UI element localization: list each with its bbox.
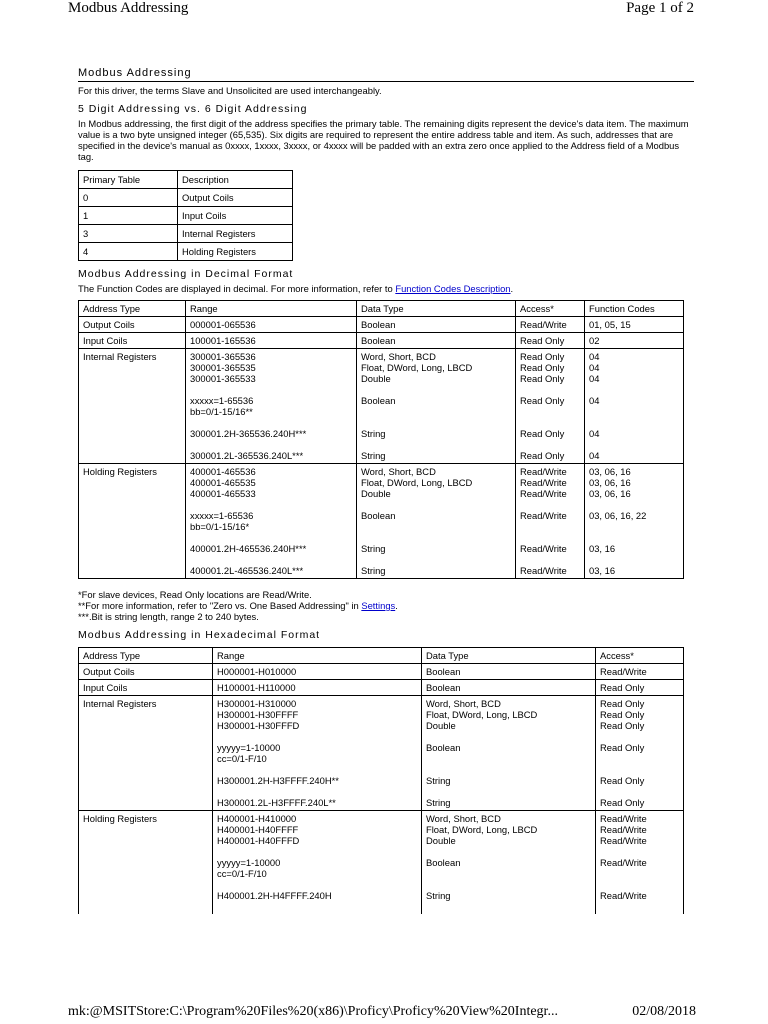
table-cell — [213, 696, 422, 811]
table-cell — [422, 811, 596, 915]
table-row — [79, 696, 684, 811]
table-cell: Holding Registers — [178, 243, 293, 261]
cell-line: Read Only — [520, 450, 565, 461]
cell-line: bb=0/1-15/16* — [190, 521, 250, 532]
table-cell: Holding Registers — [79, 464, 186, 579]
table-row — [79, 680, 684, 696]
cell-line: 400001-465536 — [190, 466, 256, 477]
table-cell: Read Only — [516, 333, 585, 349]
footnote-2 — [78, 600, 694, 611]
table-cell: 100001-165536 — [186, 333, 357, 349]
cell-line: String — [361, 565, 386, 576]
cell-line: String — [426, 775, 451, 786]
table-cell — [186, 349, 357, 464]
cell-line: Read/Write — [520, 510, 567, 521]
table-row — [79, 207, 293, 225]
cell-line: Read Only — [600, 797, 645, 808]
table-cell: H000001-H010000 — [213, 664, 422, 680]
cell-line: Read/Write — [600, 835, 647, 846]
table-header: Access* — [516, 301, 585, 317]
cell-line: Read Only — [520, 428, 565, 439]
print-header-page: Page 1 of 2 — [626, 0, 694, 16]
cell-line: H300001-H30FFFD — [217, 720, 300, 731]
print-footer-path: mk:@MSITStore:C:\Program%20Files%20(x86)\Proficy\Proficy%20View%20Integr... — [68, 1004, 558, 1019]
cell-line: H400001-H410000 — [217, 813, 297, 824]
table-cell — [516, 349, 585, 464]
cell-line: Float, DWord, Long, LBCD — [426, 709, 538, 720]
section-text-decimal-post: . — [510, 283, 514, 294]
cell-line: 03, 06, 16 — [589, 477, 631, 488]
table-header: Range — [213, 648, 422, 664]
table-cell: 000001-065536 — [186, 317, 357, 333]
table-cell — [213, 811, 422, 915]
cell-line: H300001.2L-H3FFFF.240L** — [217, 797, 336, 808]
cell-line: Read Only — [520, 373, 565, 384]
cell-line: cc=0/1-F/10 — [217, 753, 267, 764]
cell-line: 400001-465535 — [190, 477, 256, 488]
footnote-1: *For slave devices, Read Only locations are Read/Write. — [78, 589, 312, 600]
cell-line: Double — [361, 373, 391, 384]
table-row — [79, 243, 293, 261]
cell-line: Word, Short, BCD — [426, 813, 501, 824]
table-cell: Boolean — [357, 317, 516, 333]
cell-line: String — [426, 890, 451, 901]
cell-line: H400001-H40FFFD — [217, 835, 300, 846]
cell-line: 04 — [589, 373, 600, 384]
cell-line: xxxxx=1-65536 — [190, 510, 254, 521]
cell-line: H300001.2H-H3FFFF.240H** — [217, 775, 339, 786]
table-row — [79, 333, 684, 349]
print-header-title: Modbus Addressing — [68, 0, 189, 16]
cell-line: Read/Write — [520, 543, 567, 554]
cell-line: Read Only — [600, 709, 645, 720]
cell-line: 300001.2L-365536.240L*** — [190, 450, 304, 461]
table-cell: Internal Registers — [79, 696, 213, 811]
table-cell: Internal Registers — [79, 349, 186, 464]
hex-table — [78, 647, 684, 914]
cell-line: Boolean — [361, 395, 396, 406]
cell-line: H400001-H40FFFF — [217, 824, 299, 835]
cell-line: Float, DWord, Long, LBCD — [361, 477, 473, 488]
cell-line: Read Only — [520, 395, 565, 406]
table-header: Access* — [596, 648, 684, 664]
print-header — [68, 0, 694, 22]
cell-line: Boolean — [426, 742, 461, 753]
cell-line: 04 — [589, 351, 600, 362]
footnote-2-post: . — [395, 600, 398, 611]
table-cell: Boolean — [422, 664, 596, 680]
section-title-digits: 5 Digit Addressing vs. 6 Digit Addressing — [78, 103, 308, 115]
cell-line: Read/Write — [600, 890, 647, 901]
cell-line: Read Only — [600, 742, 645, 753]
cell-line: Word, Short, BCD — [361, 466, 436, 477]
cell-line: H300001-H310000 — [217, 698, 297, 709]
table-header-row — [79, 171, 293, 189]
cell-line: Read Only — [520, 351, 565, 362]
section-text-decimal — [78, 283, 694, 294]
table-cell: 4 — [79, 243, 178, 261]
cell-line: 03, 06, 16 — [589, 488, 631, 499]
table-row — [79, 349, 684, 464]
intro-text: For this driver, the terms Slave and Unsolicited are used interchangeably. — [78, 85, 382, 96]
table-header-row — [79, 648, 684, 664]
table-cell: Output Coils — [79, 664, 213, 680]
cell-line: 04 — [589, 395, 600, 406]
settings-link[interactable]: Settings — [361, 600, 396, 611]
cell-line: 400001.2H-465536.240H*** — [190, 543, 307, 554]
table-row — [79, 317, 684, 333]
table-cell — [516, 464, 585, 579]
cell-line: 300001-365535 — [190, 362, 256, 373]
table-cell — [357, 464, 516, 579]
cell-line: Read Only — [600, 698, 645, 709]
cell-line: 04 — [589, 428, 600, 439]
table-cell: 3 — [79, 225, 178, 243]
cell-line: 04 — [589, 362, 600, 373]
cell-line: Read/Write — [520, 488, 567, 499]
table-row — [79, 189, 293, 207]
table-header: Range — [186, 301, 357, 317]
table-header: Function Codes — [585, 301, 684, 317]
cell-line: Float, DWord, Long, LBCD — [426, 824, 538, 835]
section-text-decimal-pre: The Function Codes are displayed in decimal. For more information, refer to — [78, 283, 396, 294]
footnote-2-pre: **For more information, refer to "Zero vs. One Based Addressing" in — [78, 600, 362, 611]
table-cell: Input Coils — [178, 207, 293, 225]
table-cell: Input Coils — [79, 680, 213, 696]
cell-line: String — [426, 797, 451, 808]
footnote-3: ***.Bit is string length, range 2 to 240 bytes. — [78, 611, 259, 622]
table-cell — [596, 696, 684, 811]
cell-line: Read Only — [600, 720, 645, 731]
cell-line: String — [361, 543, 386, 554]
page-title: Modbus Addressing — [78, 68, 694, 82]
table-header: Address Type — [79, 648, 213, 664]
table-cell: 1 — [79, 207, 178, 225]
cell-line: yyyyy=1-10000 — [217, 742, 281, 753]
cell-line: 300001.2H-365536.240H*** — [190, 428, 307, 439]
cell-line: Double — [361, 488, 391, 499]
table-header: Data Type — [357, 301, 516, 317]
table-cell — [186, 464, 357, 579]
cell-line: Word, Short, BCD — [426, 698, 501, 709]
table-row — [79, 664, 684, 680]
table-header-row — [79, 301, 684, 317]
table-header: Primary Table — [79, 171, 178, 189]
cell-line: 300001-365536 — [190, 351, 256, 362]
cell-line: cc=0/1-F/10 — [217, 868, 267, 879]
table-row — [79, 811, 684, 915]
cell-line: yyyyy=1-10000 — [217, 857, 281, 868]
cell-line: 400001.2L-465536.240L*** — [190, 565, 304, 576]
table-cell: Read/Write — [596, 664, 684, 680]
cell-line: Read/Write — [520, 565, 567, 576]
table-cell: Read Only — [596, 680, 684, 696]
table-cell: H100001-H110000 — [213, 680, 422, 696]
cell-line: 03, 16 — [589, 565, 616, 576]
cell-line: Boolean — [426, 857, 461, 868]
cell-line: String — [361, 450, 386, 461]
cell-line: Read Only — [600, 775, 645, 786]
table-header: Address Type — [79, 301, 186, 317]
table-header: Data Type — [422, 648, 596, 664]
print-footer-date: 02/08/2018 — [632, 1004, 696, 1019]
table-row — [79, 225, 293, 243]
cell-line: Read/Write — [520, 477, 567, 488]
table-cell — [596, 811, 684, 915]
table-cell: 02 — [585, 333, 684, 349]
cell-line: 03, 16 — [589, 543, 616, 554]
cell-line: Read/Write — [520, 466, 567, 477]
decimal-table — [78, 300, 684, 579]
cell-line: bb=0/1-15/16** — [190, 406, 253, 417]
section-text-digits: In Modbus addressing, the first digit of the address specifies the primary table. The remaining digits represent the device's data item. The maximum value is a two byte unsigned integer (65,535). Six digits are required to represent the entire address table and item. As such, addresses that are specified in the device's manual as 0xxxx, 1xxxx, 3xxxx, or 4xxxx will be padded with an extra zero once applied to the Address field of a Modbus tag. — [78, 118, 689, 162]
section-title-decimal: Modbus Addressing in Decimal Format — [78, 268, 294, 280]
cell-line: xxxxx=1-65536 — [190, 395, 254, 406]
cell-line: String — [361, 428, 386, 439]
table-cell: 01, 05, 15 — [585, 317, 684, 333]
cell-line: Word, Short, BCD — [361, 351, 436, 362]
document-body — [78, 68, 694, 914]
table-cell: 0 — [79, 189, 178, 207]
table-cell: Boolean — [422, 680, 596, 696]
table-cell: Boolean — [357, 333, 516, 349]
table-cell: Read/Write — [516, 317, 585, 333]
cell-line: 03, 06, 16, 22 — [589, 510, 647, 521]
table-row — [79, 464, 684, 579]
primary-table — [78, 170, 293, 261]
table-cell: Output Coils — [178, 189, 293, 207]
cell-line: Read/Write — [600, 824, 647, 835]
cell-line: H400001.2H-H4FFFF.240H — [217, 890, 332, 901]
cell-line: 400001-465533 — [190, 488, 256, 499]
table-cell — [585, 349, 684, 464]
table-cell: Input Coils — [79, 333, 186, 349]
cell-line: Read/Write — [600, 813, 647, 824]
cell-line: H300001-H30FFFF — [217, 709, 299, 720]
table-cell: Holding Registers — [79, 811, 213, 915]
section-title-hex: Modbus Addressing in Hexadecimal Format — [78, 629, 321, 641]
cell-line: Float, DWord, Long, LBCD — [361, 362, 473, 373]
cell-line: Read/Write — [600, 857, 647, 868]
cell-line: Double — [426, 720, 456, 731]
table-cell — [422, 696, 596, 811]
cell-line: Read Only — [520, 362, 565, 373]
table-cell — [585, 464, 684, 579]
cell-line: Boolean — [361, 510, 396, 521]
cell-line: 300001-365533 — [190, 373, 256, 384]
function-codes-link[interactable]: Function Codes Description — [395, 283, 511, 294]
table-header: Description — [178, 171, 293, 189]
cell-line: 03, 06, 16 — [589, 466, 631, 477]
footnotes — [78, 589, 694, 622]
cell-line: Double — [426, 835, 456, 846]
table-cell — [357, 349, 516, 464]
cell-line: 04 — [589, 450, 600, 461]
table-cell: Internal Registers — [178, 225, 293, 243]
table-cell: Output Coils — [79, 317, 186, 333]
